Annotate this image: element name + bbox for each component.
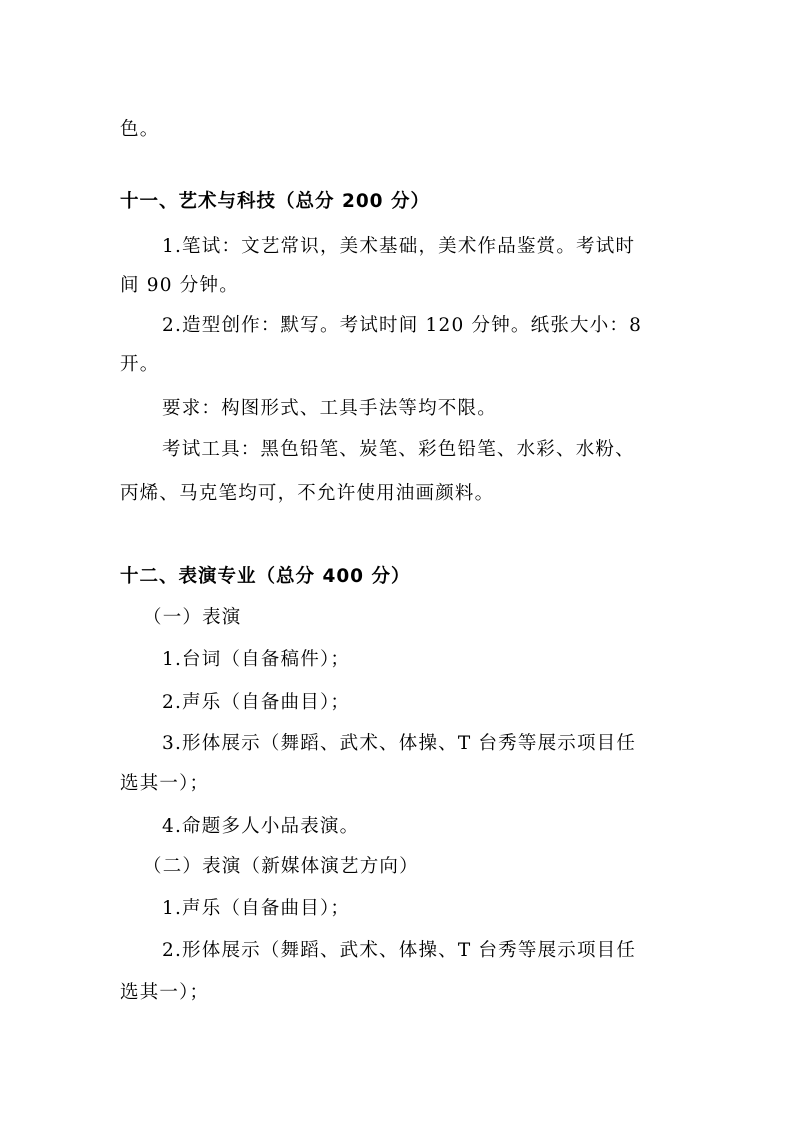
section-heading-performance: 十二、表演专业（总分 400 分） — [120, 566, 411, 587]
text-line: 4.命题多人小品表演。 — [162, 816, 360, 837]
text-line: 要求：构图形式、工具手法等均不限。 — [162, 398, 497, 419]
text-line: 3.形体展示（舞蹈、武术、体操、T 台秀等展示项目任 — [162, 733, 637, 754]
subsection-heading: （二）表演（新媒体演艺方向） — [143, 856, 419, 877]
text-line: 1.台词（自备稿件）； — [162, 649, 351, 670]
text-line: 选其一）； — [120, 773, 210, 794]
text-line: 1.笔试：文艺常识，美术基础，美术作品鉴赏。考试时 — [162, 236, 636, 257]
text-line: 2.声乐（自备曲目）； — [162, 692, 351, 713]
text-line: 2.造型创作：默写。考试时间 120 分钟。纸张大小：8 — [162, 315, 643, 336]
text-line: 开。 — [120, 354, 160, 375]
text-line: 选其一）； — [120, 982, 210, 1003]
text-line: 考试工具：黑色铅笔、炭笔、彩色铅笔、水彩、水粉、 — [162, 439, 635, 460]
text-line: 丙烯、马克笔均可，不允许使用油画颜料。 — [120, 483, 495, 504]
section-heading-art-tech: 十一、艺术与科技（总分 200 分） — [120, 191, 430, 212]
subsection-heading: （一）表演 — [143, 607, 242, 628]
text-line: 1.声乐（自备曲目）； — [162, 898, 351, 919]
text-line: 色。 — [120, 119, 160, 140]
text-line: 2.形体展示（舞蹈、武术、体操、T 台秀等展示项目任 — [162, 940, 637, 961]
text-line: 间 90 分钟。 — [120, 275, 239, 296]
